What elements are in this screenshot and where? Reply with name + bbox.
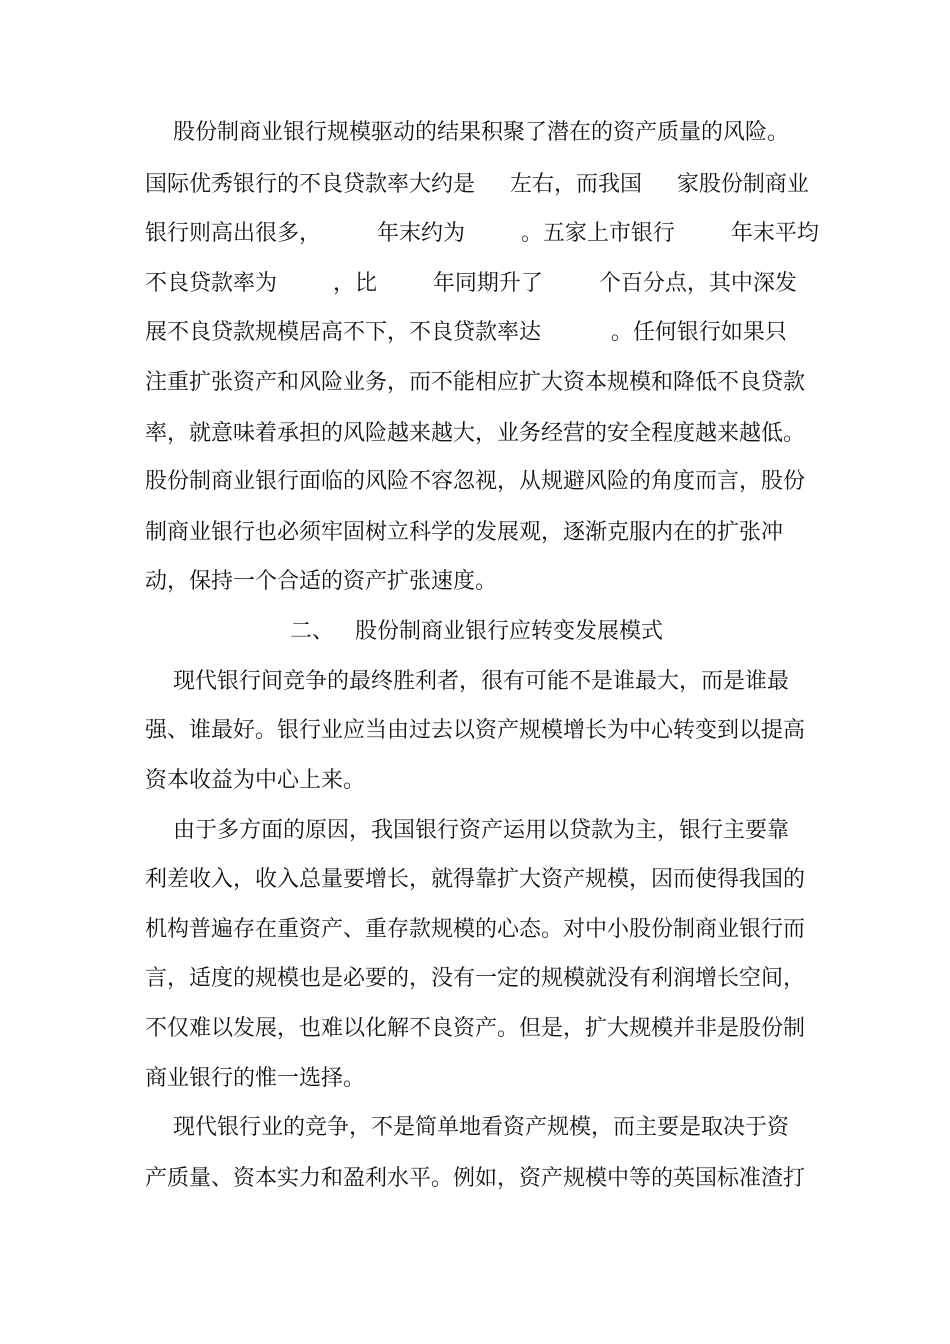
section-heading: 二、 股份制商业银行应转变发展模式	[290, 619, 663, 644]
paragraph-1-line-7: 率，就意味着承担的风险越来越大，业务经营的安全程度越来越低。	[145, 421, 806, 446]
paragraph-3-line-4: 言，适度的规模也是必要的，没有一定的规模就没有利润增长空间，	[145, 966, 806, 991]
paragraph-3-line-2: 利差收入，收入总量要增长，就得靠扩大资产规模，因而使得我国的	[145, 867, 806, 892]
paragraph-1-line-10: 动，保持一个合适的资产扩张速度。	[145, 569, 498, 594]
paragraph-1-line-5: 展不良贷款规模居高不下，不良贷款率达 。任何银行如果只	[145, 320, 787, 345]
paragraph-1-line-6: 注重扩张资产和风险业务，而不能相应扩大资本规模和降低不良贷款	[145, 370, 806, 395]
paragraph-3-line-5: 不仅难以发展，也难以化解不良资产。但是，扩大规模并非是股份制	[145, 1016, 806, 1041]
paragraph-3-line-6: 商业银行的惟一选择。	[145, 1066, 366, 1091]
paragraph-4-line-1: 现代银行业的竞争，不是简单地看资产规模，而主要是取决于资	[145, 1115, 789, 1140]
paragraph-3-line-1: 由于多方面的原因，我国银行资产运用以贷款为主，银行主要靠	[145, 818, 789, 843]
paragraph-1-line-2: 国际优秀银行的不良贷款率大约是 左右，而我国 家股份制商业	[145, 172, 809, 197]
paragraph-1-line-9: 制商业银行也必须牢固树立科学的发展观，逐渐克服内在的扩张冲	[145, 520, 784, 545]
paragraph-1-line-3: 银行则高出很多， 年末约为 。五家上市银行 年末平均	[145, 221, 819, 246]
paragraph-3-line-3: 机构普遍存在重资产、重存款规模的心态。对中小股份制商业银行而	[145, 917, 806, 942]
paragraph-4-line-2: 产质量、资本实力和盈利水平。例如，资产规模中等的英国标准渣打	[145, 1166, 806, 1191]
paragraph-2-line-2: 强、谁最好。银行业应当由过去以资产规模增长为中心转变到以提高	[145, 718, 806, 743]
paragraph-1-line-8: 股份制商业银行面临的风险不容忽视，从规避风险的角度而言，股份	[145, 469, 806, 494]
paragraph-1-line-4: 不良贷款率为 ，比 年同期升了 个百分点，其中深发	[145, 271, 797, 296]
paragraph-1-line-1: 股份制商业银行规模驱动的结果积聚了潜在的资产质量的风险。	[145, 120, 789, 145]
paragraph-2-line-3: 资本收益为中心上来。	[145, 768, 366, 793]
paragraph-2-line-1: 现代银行间竞争的最终胜利者，很有可能不是谁最大，而是谁最	[145, 669, 789, 694]
